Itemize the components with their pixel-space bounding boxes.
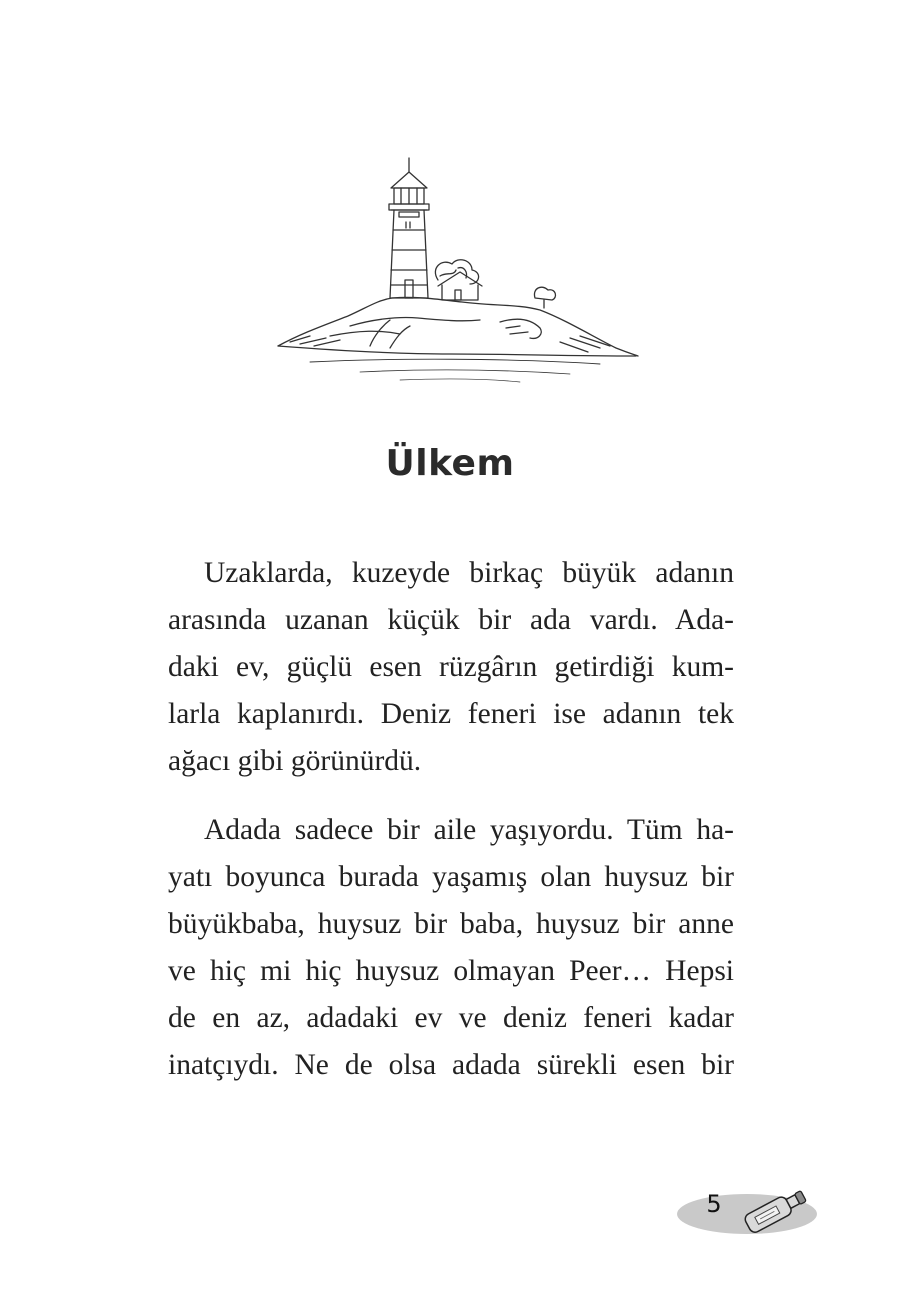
text-line: arasında uzanan küçük bir ada vardı. Ada- [168,604,734,636]
text-line: daki ev, güçlü esen rüzgârın getirdiği kum- [168,651,734,683]
text-line: Uzaklarda, kuzeyde birkaç büyük adanın [204,557,734,589]
chapter-title: Ülkem [385,443,515,484]
text-line: inatçıydı. Ne de olsa adada sürekli esen bir [168,1049,734,1081]
paragraph [168,807,734,1089]
text-line: yatı boyunca burada yaşamış olan huysuz bir [168,861,734,893]
text-line: de en az, adadaki ev ve deniz feneri kadar [168,1002,734,1034]
text-line: larla kaplanırdı. Deniz feneri ise adanın tek [168,698,734,730]
text-line: ve hiç mi hiç huysuz olmayan Peer… Hepsi [168,955,734,987]
text-line: Adada sadece bir aile yaşıyordu. Tüm ha- [204,814,734,846]
text-line: ağacı gibi görünürdü. [168,745,422,777]
page-number-badge [672,1172,822,1242]
body-text [168,550,734,1111]
lighthouse-island-icon [270,150,640,390]
paragraph [168,550,734,785]
page-number: 5 [706,1190,722,1218]
text-line: büyükbaba, huysuz bir baba, huysuz bir anne [168,908,734,940]
bottle-icon [672,1172,822,1242]
